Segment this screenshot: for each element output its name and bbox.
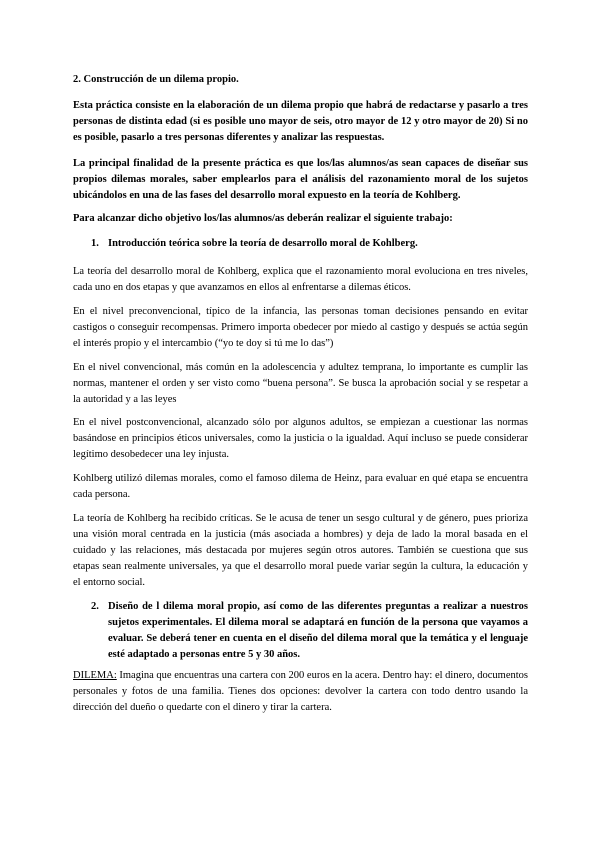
list-item-2-text: Diseño de l dilema moral propio, así como de las diferentes preguntas a realizar a nuestros sujetos experimentales. El dilema moral se adaptará en función de la persona que vayamos a evaluar. Se deberá tener en cuenta en el diseño del dilema moral que la temática y el lenguaje esté adaptado a personas entre 5 y 30 años. [108,601,528,660]
intro-paragraph: Esta práctica consiste en la elaboración de un dilema propio que habrá de redactarse y pasarlo a tres personas de distinta edad (si es posible uno mayor de seis, otro mayor de 12 y otro mayor de 20) Si no es posible, pasarlo a tres personas diferentes y analizar las respuestas. [73,100,528,143]
dilema-label: DILEMA: [73,670,117,681]
theory-paragraph: En el nivel convencional, más común en la adolescencia y adultez temprana, lo importante es cumplir las normas, mantener el orden y ser visto como “buena persona”. Se busca la aprobación social y se respetar a la autoridad y a las leyes [73,362,528,405]
work-intro: Para alcanzar dicho objetivo los/las alumnos/as deberán realizar el siguiente trabajo: [73,213,453,224]
dilema-paragraph [73,668,528,716]
list-item-1-number: 1. [91,238,99,249]
theory-paragraph: La teoría del desarrollo moral de Kohlberg, explica que el razonamiento moral evoluciona en tres niveles, cada uno en dos etapas y que avanzamos en ellos al enfrentarse a dilemas éticos. [73,266,528,293]
section-heading: 2. Construcción de un dilema propio. [73,74,239,85]
theory-paragraph: En el nivel postconvencional, alcanzado sólo por algunos adultos, se empiezan a cuestionar las normas basándose en principios éticos universales, como la justicia o la igualdad. Aquí incluso se puede considerar legítimo desobedecer una ley injusta. [73,417,528,460]
theory-paragraph: En el nivel preconvencional, típico de la infancia, las personas toman decisiones pensando en evitar castigos o conseguir recompensas. Primero importa obedecer por miedo al castigo y después se actúa según el interés propio y el intercambio (“yo te doy si tú me lo das”) [73,306,528,349]
theory-paragraph: Kohlberg utilizó dilemas morales, como el famoso dilema de Heinz, para evaluar en qué etapa se encuentra cada persona. [73,473,528,500]
list-item-2-number: 2. [91,601,99,612]
theory-paragraph: La teoría de Kohlberg ha recibido críticas. Se le acusa de tener un sesgo cultural y de género, pues prioriza una visión moral centrada en la justicia (más asociada a hombres) y deja de lado la moral basada en el cuidado y las relaciones, más destacada por mujeres según otros autores. También se cuestiona que sus etapas sean realmente universales, ya que el desarrollo moral puede variar según la cultura, la educación y el entorno social. [73,513,528,588]
list-item-1-title: Introducción teórica sobre la teoría de desarrollo moral de Kohlberg. [108,238,418,249]
dilema-text: Imagina que encuentras una cartera con 200 euros en la acera. Dentro hay: el dinero, documentos personales y fotos de una familia. Tienes dos opciones: devolver la cartera con todo dentro usando la dirección del dueño o quedarte con el dinero y tirar la cartera. [73,670,528,713]
purpose-paragraph: La principal finalidad de la presente práctica es que los/las alumnos/as sean capaces de diseñar sus propios dilemas morales, saber emplearlos para el análisis del razonamiento moral de los sujetos ubicándolos en una de las fases del desarrollo moral expuesto en la teoría de Kohlberg. [73,158,528,201]
